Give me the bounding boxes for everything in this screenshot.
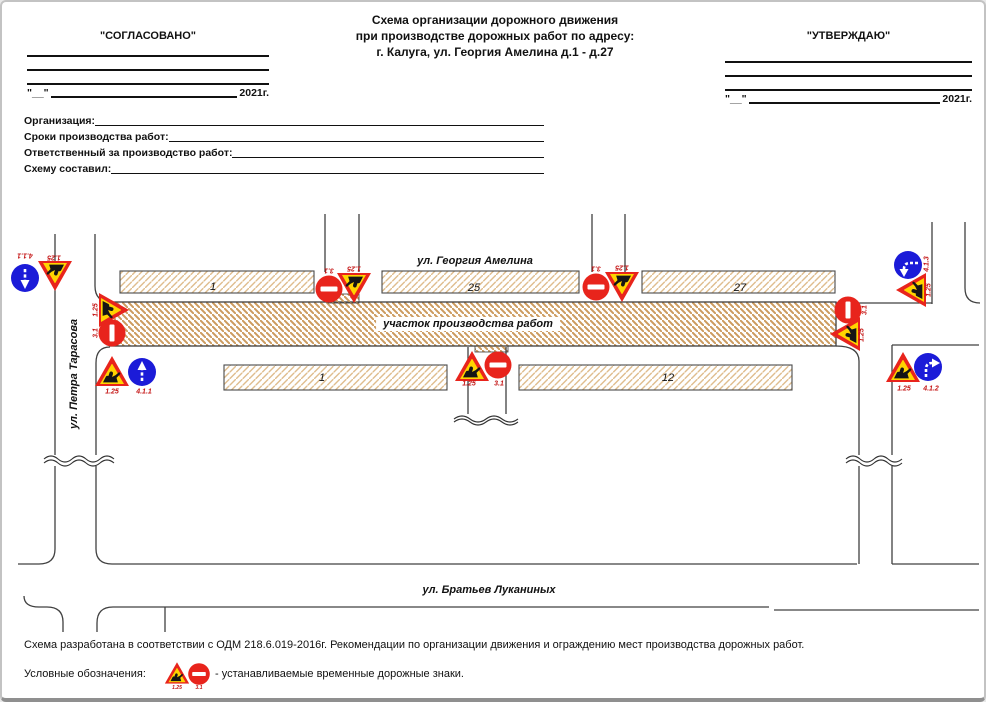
roadworks-triangle-icon bbox=[95, 356, 129, 386]
street-name-label: ул. Братьев Луканиных bbox=[422, 584, 556, 596]
diagram-overlay bbox=[2, 2, 984, 698]
no-entry-icon bbox=[188, 663, 210, 685]
sign-code-label: 3.1 bbox=[324, 266, 334, 274]
move-straight-icon bbox=[11, 264, 39, 292]
title-line-3: г. Калуга, ул. Георгия Амелина д.1 - д.27 bbox=[376, 45, 614, 59]
legend-title: Условные обозначения: bbox=[24, 668, 146, 680]
roadworks-triangle-icon bbox=[896, 273, 926, 307]
sign-code-label: 4.1.1 bbox=[17, 251, 33, 259]
sign-code-label: 1.25 bbox=[92, 303, 100, 317]
sign-code-label: 3.1 bbox=[494, 380, 504, 388]
sign-roadworks bbox=[95, 356, 129, 386]
sign-code-label: 3.1 bbox=[591, 264, 601, 272]
move-straight-icon bbox=[128, 358, 156, 386]
sign-code-label: 1.25 bbox=[172, 685, 182, 691]
sign-code-label: 3.1 bbox=[92, 328, 100, 338]
field-label: Сроки производства работ: bbox=[24, 131, 169, 143]
date-prefix: "__" bbox=[725, 93, 747, 105]
sign-roadworks bbox=[830, 317, 860, 351]
sign-code-label: 1.25 bbox=[925, 283, 933, 297]
roadworks-triangle-icon bbox=[165, 662, 189, 684]
sign-code-label: 1.25 bbox=[615, 263, 629, 271]
building-number-label: 25 bbox=[467, 282, 481, 294]
turn-right-icon bbox=[914, 353, 942, 381]
field-label: Организация: bbox=[24, 115, 96, 127]
sign-code-label: 1.25 bbox=[105, 388, 119, 396]
sign-roadworks bbox=[165, 662, 189, 684]
sign-roadworks bbox=[38, 261, 72, 291]
sign-no-entry bbox=[99, 320, 126, 347]
street-name-label: ул. Петра Тарасова bbox=[68, 319, 80, 429]
no-entry-icon bbox=[99, 320, 126, 347]
compliance-note: Схема разработана в соответствии с ОДМ 218.6.019-2016г. Рекомендации по организации движения и ограждению мест производства дорожных работ. bbox=[24, 639, 805, 651]
title-line-1: Схема организации дорожного движения bbox=[371, 13, 619, 27]
sign-code-label: 4.1.3 bbox=[923, 256, 931, 272]
date-year: 2021г. bbox=[942, 93, 972, 105]
building-number-label: 1 bbox=[318, 372, 326, 384]
approve-left-title: "СОГЛАСОВАНО" bbox=[99, 30, 197, 42]
field-label: Ответственный за производство работ: bbox=[24, 147, 233, 159]
sign-no-entry bbox=[188, 663, 210, 685]
sign-code-label: 1.25 bbox=[897, 385, 911, 393]
sign-move-straight bbox=[128, 358, 156, 386]
sign-code-label: 1.25 bbox=[347, 264, 361, 272]
sign-roadworks bbox=[605, 272, 639, 302]
roadworks-triangle-icon bbox=[605, 272, 639, 302]
street-name-label: ул. Георгия Амелина bbox=[417, 255, 533, 267]
sign-move-straight bbox=[11, 264, 39, 292]
sign-turn-right bbox=[914, 353, 942, 381]
sign-code-label: 1.25 bbox=[858, 328, 866, 342]
sign-code-label: 1.25 bbox=[47, 253, 61, 261]
roadworks-triangle-icon bbox=[38, 261, 72, 291]
approve-right-title: "УТВЕРЖДАЮ" bbox=[806, 30, 891, 42]
sign-code-label: 3.1 bbox=[861, 305, 869, 315]
field-label: Схему составил: bbox=[24, 163, 112, 175]
date-year: 2021г. bbox=[239, 87, 269, 99]
sign-code-label: 3.1 bbox=[195, 685, 203, 691]
legend-text: - устанавливаемые временные дорожные знаки. bbox=[215, 668, 464, 680]
roadworks-triangle-icon bbox=[337, 273, 371, 303]
sign-code-label: 1.25 bbox=[462, 380, 476, 388]
title-line-2: при производстве дорожных работ по адресу: bbox=[355, 29, 635, 43]
sign-roadworks bbox=[337, 273, 371, 303]
work-zone-label: участок производства работ bbox=[376, 317, 560, 331]
sign-code-label: 4.1.2 bbox=[923, 385, 939, 393]
sign-no-entry bbox=[485, 352, 512, 379]
no-entry-icon bbox=[485, 352, 512, 379]
roadworks-triangle-icon bbox=[830, 317, 860, 351]
date-prefix: "__" bbox=[27, 87, 49, 99]
building-number-label: 1 bbox=[209, 281, 217, 293]
sign-roadworks bbox=[896, 273, 926, 307]
building-number-label: 27 bbox=[733, 282, 747, 294]
building-number-label: 12 bbox=[661, 372, 675, 384]
sign-code-label: 4.1.1 bbox=[136, 388, 152, 396]
